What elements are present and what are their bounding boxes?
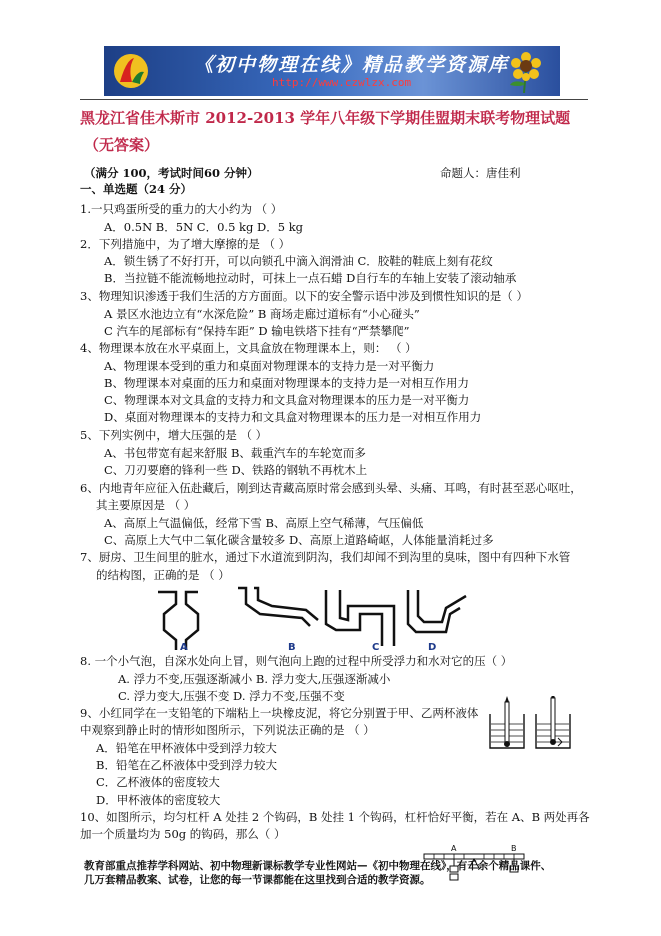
question-3: 3、物理知识渗透于我们生活的方方面面。以下的安全警示语中涉及到惯性知识的是（ ）	[80, 289, 528, 303]
question-7-cont: 的结构图，正确的是 （ ）	[96, 568, 230, 582]
exam-author: 命题人：唐佳利	[440, 166, 521, 180]
q4-option-a: A、物理课本受到的重力和桌面对物理课本的支持力是一对平衡力	[104, 359, 435, 373]
question-7: 7、厨房、卫生间里的脏水，通过下水道流到阴沟，我们却闻不到沟里的臭味，图中有四种下水管	[80, 550, 571, 564]
q6-options-cd: C、高原上大气中二氧化碳含量较多 D、高原上道路崎岖，人体能量消耗过多	[104, 533, 494, 547]
question-8: 8. 一个小气泡，自深水处向上冒，则气泡向上跑的过程中所受浮力和水对它的压（ ）	[80, 654, 513, 668]
question-1: 1.一只鸡蛋所受的重力的大小约为 （ ）	[80, 202, 283, 216]
q2-options-ac: A．锁生锈了不好打开，可以向锁孔中滴入润滑油 C．胶鞋的鞋底上刻有花纹	[104, 254, 493, 268]
fig7-label-d: D	[428, 642, 437, 652]
q9-option-b: B．铅笔在乙杯液体中受到浮力较大	[96, 758, 277, 772]
banner-url[interactable]: http://www.czwlzx.com	[272, 76, 412, 89]
question-6-cont: 其主要原因是 （ ）	[96, 498, 196, 512]
site-logo-icon	[112, 52, 150, 90]
drain-pipe-figure	[150, 584, 480, 652]
section-heading: 一、单选题（24 分）	[80, 182, 193, 196]
header-rule	[80, 99, 588, 100]
question-9-cont: 中观察到静止时的情形如图所示，下列说法正确的是 （ ）	[80, 723, 375, 737]
sunflower-icon	[496, 49, 554, 93]
footer-line-2: 几万套精品教案、试卷，让您的每一节课都能在这里找到合适的教学资源。	[84, 874, 431, 886]
q9-option-c: C．乙杯液体的密度较大	[96, 775, 220, 789]
q1-options: A．0.5N B．5N C．0.5 kg D．5 kg	[104, 220, 304, 234]
question-6: 6、内地青年应征入伍赴藏后，刚到达青藏高原时常会感到头晕、头痛、耳鸣，有时甚至恶心呕吐，	[80, 481, 582, 495]
fig7-label-c: C	[372, 642, 380, 652]
q8-options-ab: A. 浮力不变,压强逐渐减小 B. 浮力变大,压强逐渐减小	[118, 672, 391, 686]
fig10-label-b: B	[511, 844, 517, 853]
question-10: 10、如图所示，均匀杠杆 A 处挂 2 个钩码，B 处挂 1 个钩码，杠杆恰好平衡，若在 A、B 两处再各	[80, 810, 590, 824]
q4-option-d: D、桌面对物理课本的支持力和文具盒对物理课本的压力是一对相互作用力	[104, 410, 482, 424]
q3-options-ab: A 景区水池边立有“水深危险” B 商场走廊过道标有“小心碰头”	[104, 307, 420, 321]
q9-option-d: D．甲杯液体的密度较大	[96, 793, 221, 807]
q4-option-c: C、物理课本对文具盒的支持力和文具盒对物理课本的压力是一对平衡力	[104, 393, 470, 407]
question-4: 4、物理课本放在水平桌面上，文具盒放在物理课本上，则： （ ）	[80, 341, 417, 355]
q9-option-a: A．铅笔在甲杯液体中受到浮力较大	[96, 741, 277, 755]
question-2: 2．下列措施中，为了增大摩擦的是 （ ）	[80, 237, 291, 251]
q3-options-cd: C 汽车的尾部标有“保持车距” D 输电铁塔下挂有“严禁攀爬”	[104, 324, 410, 338]
q2-options-bd: B．当拉链不能流畅地拉动时，可抹上一点石蜡 D自行车的车轴上安装了滚动轴承	[104, 271, 517, 285]
document-subtitle: （无答案）	[84, 136, 160, 154]
question-9: 9、小红同学在一支铅笔的下端粘上一块橡皮泥，将它分别置于甲、乙两杯液体	[80, 706, 479, 720]
site-banner	[104, 46, 560, 96]
fig10-label-a: A	[451, 844, 457, 853]
fig7-label-b: B	[288, 642, 296, 652]
q5-options-ab: A、书包带宽有起来舒服 B、载重汽车的车轮宽而多	[104, 446, 366, 460]
banner-title: 《初中物理在线》精品教学资源库	[194, 54, 510, 76]
footer-line-1: 教育部重点推荐学科网站、初中物理新课标教学专业性网站—《初中物理在线》，有千余个精品课件、	[84, 860, 552, 872]
q8-options-cd: C. 浮力变大,压强不变 D. 浮力不变,压强不变	[118, 689, 345, 703]
q5-options-cd: C、刀刃要磨的锋利一些 D、铁路的钢轨不再枕木上	[104, 463, 368, 477]
document-title: 黑龙江省佳木斯市 2012-2013 学年八年级下学期佳盟期末联考物理试题	[80, 109, 571, 127]
q4-option-b: B、物理课本对桌面的压力和桌面对物理课本的支持力是一对相互作用力	[104, 376, 469, 390]
fig7-label-a: A	[180, 642, 188, 652]
exam-meta: （满分 100，考试时间60 分钟）	[84, 166, 259, 180]
beaker-pencil-figure	[488, 696, 574, 752]
question-10-cont: 加一个质量均为 50g 的钩码，那么（ ）	[80, 827, 286, 841]
question-5: 5、下列实例中，增大压强的是 （ ）	[80, 428, 268, 442]
q6-options-ab: A、高原上气温偏低，经常下雪 B、高原上空气稀薄，气压偏低	[104, 516, 424, 530]
